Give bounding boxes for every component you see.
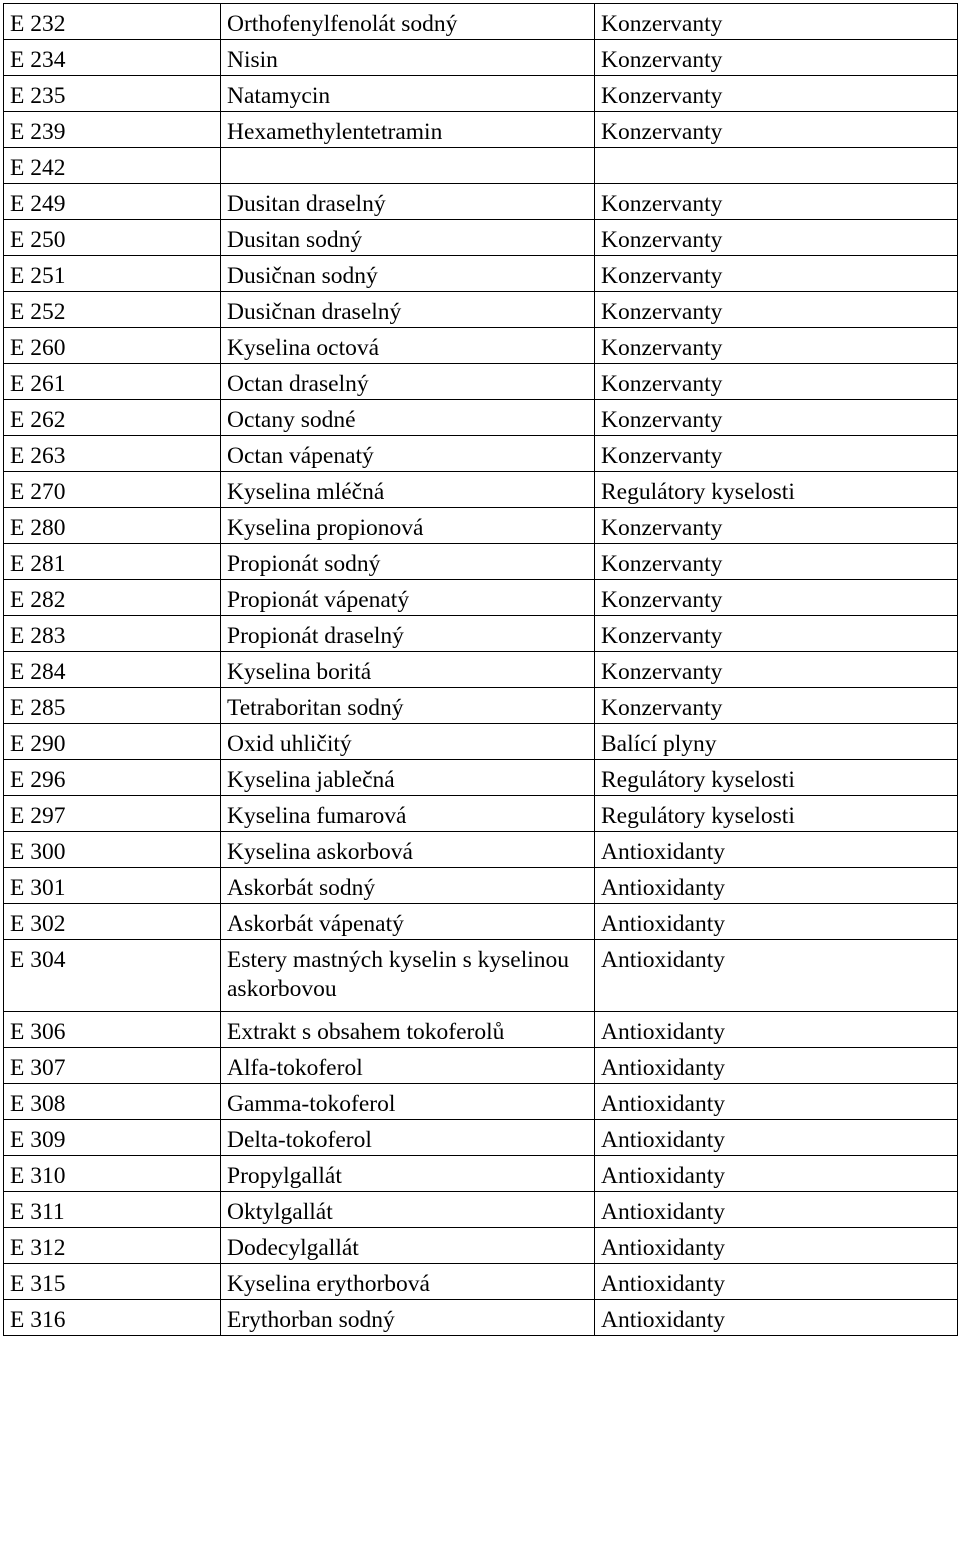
additive-name-cell: Natamycin: [221, 76, 595, 112]
additive-name-cell: Kyselina fumarová: [221, 796, 595, 832]
additive-name-cell: Dodecylgallát: [221, 1228, 595, 1264]
additive-name-cell: Kyselina askorbová: [221, 832, 595, 868]
table-row: [4, 256, 958, 292]
table-row: [4, 4, 958, 40]
table-row: [4, 508, 958, 544]
additive-code-cell: E 297: [4, 796, 221, 832]
additive-code-cell: E 250: [4, 220, 221, 256]
additive-name-cell: Erythorban sodný: [221, 1300, 595, 1336]
additive-category-cell: Konzervanty: [595, 544, 958, 580]
additive-category-cell: Konzervanty: [595, 436, 958, 472]
table-row: [4, 580, 958, 616]
additive-code-cell: E 282: [4, 580, 221, 616]
additive-code-cell: E 235: [4, 76, 221, 112]
additive-code-cell: E 270: [4, 472, 221, 508]
additive-category-cell: Antioxidanty: [595, 1084, 958, 1120]
additive-category-cell: Balící plyny: [595, 724, 958, 760]
additive-code-cell: E 310: [4, 1156, 221, 1192]
additive-code-cell: E 302: [4, 904, 221, 940]
table-row: [4, 472, 958, 508]
additive-name-cell: Orthofenylfenolát sodný: [221, 4, 595, 40]
additive-category-cell: Antioxidanty: [595, 868, 958, 904]
additive-code-cell: E 234: [4, 40, 221, 76]
additive-name-cell: Tetraboritan sodný: [221, 688, 595, 724]
additive-code-cell: E 307: [4, 1048, 221, 1084]
additive-category-cell: Konzervanty: [595, 256, 958, 292]
table-row: [4, 760, 958, 796]
additive-category-cell: Regulátory kyselosti: [595, 472, 958, 508]
additive-category-cell: Antioxidanty: [595, 1012, 958, 1048]
additive-category-cell: Antioxidanty: [595, 1120, 958, 1156]
additive-category-cell: Konzervanty: [595, 40, 958, 76]
additive-name-cell: Kyselina octová: [221, 328, 595, 364]
additive-name-cell: Kyselina mléčná: [221, 472, 595, 508]
table-row: [4, 616, 958, 652]
additive-name-cell: Askorbát sodný: [221, 868, 595, 904]
additive-name-cell: Oktylgallát: [221, 1192, 595, 1228]
additive-name-cell: Octan draselný: [221, 364, 595, 400]
additive-category-cell: Konzervanty: [595, 400, 958, 436]
additive-name-cell: Dusitan draselný: [221, 184, 595, 220]
additive-code-cell: E 249: [4, 184, 221, 220]
additives-table-body: [4, 4, 958, 1336]
table-row: [4, 328, 958, 364]
additive-category-cell: Konzervanty: [595, 328, 958, 364]
additive-code-cell: E 252: [4, 292, 221, 328]
additive-name-cell: Kyselina jablečná: [221, 760, 595, 796]
additive-code-cell: E 301: [4, 868, 221, 904]
additive-category-cell: Konzervanty: [595, 4, 958, 40]
table-row: [4, 1264, 958, 1300]
additive-category-cell: Antioxidanty: [595, 1192, 958, 1228]
table-row: [4, 688, 958, 724]
additive-code-cell: E 296: [4, 760, 221, 796]
additive-code-cell: E 281: [4, 544, 221, 580]
additive-code-cell: E 260: [4, 328, 221, 364]
additive-category-cell: Antioxidanty: [595, 1300, 958, 1336]
additive-name-cell: Propionát sodný: [221, 544, 595, 580]
table-row: [4, 868, 958, 904]
table-row: [4, 1048, 958, 1084]
additive-code-cell: E 312: [4, 1228, 221, 1264]
additive-category-cell: Antioxidanty: [595, 904, 958, 940]
additive-category-cell: Regulátory kyselosti: [595, 760, 958, 796]
additive-code-cell: E 304: [4, 940, 221, 1012]
table-row: [4, 1012, 958, 1048]
table-row: [4, 1228, 958, 1264]
table-row: [4, 148, 958, 184]
additive-category-cell: Konzervanty: [595, 616, 958, 652]
additive-code-cell: E 239: [4, 112, 221, 148]
table-row: [4, 364, 958, 400]
table-row: [4, 40, 958, 76]
additive-name-cell: [221, 148, 595, 184]
additive-category-cell: Konzervanty: [595, 688, 958, 724]
table-row: [4, 220, 958, 256]
additive-name-cell: Gamma-tokoferol: [221, 1084, 595, 1120]
additive-code-cell: E 242: [4, 148, 221, 184]
additive-category-cell: Antioxidanty: [595, 832, 958, 868]
table-row: [4, 436, 958, 472]
additive-code-cell: E 316: [4, 1300, 221, 1336]
table-row: [4, 832, 958, 868]
table-row: [4, 904, 958, 940]
additive-code-cell: E 315: [4, 1264, 221, 1300]
additive-name-cell: Propionát draselný: [221, 616, 595, 652]
additive-code-cell: E 308: [4, 1084, 221, 1120]
additive-name-cell: Kyselina boritá: [221, 652, 595, 688]
additive-name-cell: Alfa-tokoferol: [221, 1048, 595, 1084]
table-row: [4, 76, 958, 112]
additive-category-cell: Regulátory kyselosti: [595, 796, 958, 832]
table-row: [4, 292, 958, 328]
additive-category-cell: Konzervanty: [595, 112, 958, 148]
additive-code-cell: E 261: [4, 364, 221, 400]
additive-category-cell: Konzervanty: [595, 580, 958, 616]
table-row: [4, 1192, 958, 1228]
table-row: [4, 1300, 958, 1336]
additive-name-cell: Propionát vápenatý: [221, 580, 595, 616]
table-row: [4, 184, 958, 220]
additive-code-cell: E 311: [4, 1192, 221, 1228]
additive-category-cell: Konzervanty: [595, 508, 958, 544]
additive-name-cell: Dusičnan sodný: [221, 256, 595, 292]
table-row: [4, 724, 958, 760]
additive-category-cell: Antioxidanty: [595, 1048, 958, 1084]
additive-name-cell: Delta-tokoferol: [221, 1120, 595, 1156]
additive-code-cell: E 285: [4, 688, 221, 724]
additive-name-cell: Oxid uhličitý: [221, 724, 595, 760]
additive-code-cell: E 263: [4, 436, 221, 472]
additive-code-cell: E 300: [4, 832, 221, 868]
additive-name-cell: Extrakt s obsahem tokoferolů: [221, 1012, 595, 1048]
additive-category-cell: Konzervanty: [595, 220, 958, 256]
additive-category-cell: Konzervanty: [595, 364, 958, 400]
additive-category-cell: Antioxidanty: [595, 940, 958, 1012]
additive-category-cell: Konzervanty: [595, 184, 958, 220]
additive-name-cell: Dusitan sodný: [221, 220, 595, 256]
table-row: [4, 112, 958, 148]
additive-name-cell: Kyselina erythorbová: [221, 1264, 595, 1300]
table-row: [4, 940, 958, 1012]
additive-code-cell: E 284: [4, 652, 221, 688]
additive-code-cell: E 251: [4, 256, 221, 292]
additive-name-cell: Estery mastných kyselin s kyselinou askorbovou: [221, 940, 595, 1012]
additive-code-cell: E 290: [4, 724, 221, 760]
additive-category-cell: Konzervanty: [595, 76, 958, 112]
additive-code-cell: E 306: [4, 1012, 221, 1048]
additive-code-cell: E 309: [4, 1120, 221, 1156]
additive-name-cell: Octany sodné: [221, 400, 595, 436]
additive-code-cell: E 280: [4, 508, 221, 544]
additive-name-cell: Dusičnan draselný: [221, 292, 595, 328]
table-row: [4, 652, 958, 688]
additive-code-cell: E 232: [4, 4, 221, 40]
additive-category-cell: [595, 148, 958, 184]
table-row: [4, 1084, 958, 1120]
additive-name-cell: Nisin: [221, 40, 595, 76]
additive-name-cell: Propylgallát: [221, 1156, 595, 1192]
additive-category-cell: Antioxidanty: [595, 1156, 958, 1192]
additive-name-cell: Askorbát vápenatý: [221, 904, 595, 940]
table-row: [4, 544, 958, 580]
additive-code-cell: E 283: [4, 616, 221, 652]
table-row: [4, 400, 958, 436]
additive-name-cell: Kyselina propionová: [221, 508, 595, 544]
additive-category-cell: Konzervanty: [595, 652, 958, 688]
additive-name-cell: Octan vápenatý: [221, 436, 595, 472]
additive-category-cell: Antioxidanty: [595, 1228, 958, 1264]
table-row: [4, 1156, 958, 1192]
additive-name-cell: Hexamethylentetramin: [221, 112, 595, 148]
additive-category-cell: Konzervanty: [595, 292, 958, 328]
additives-table: [3, 3, 958, 1336]
table-row: [4, 796, 958, 832]
additive-code-cell: E 262: [4, 400, 221, 436]
additive-category-cell: Antioxidanty: [595, 1264, 958, 1300]
table-row: [4, 1120, 958, 1156]
